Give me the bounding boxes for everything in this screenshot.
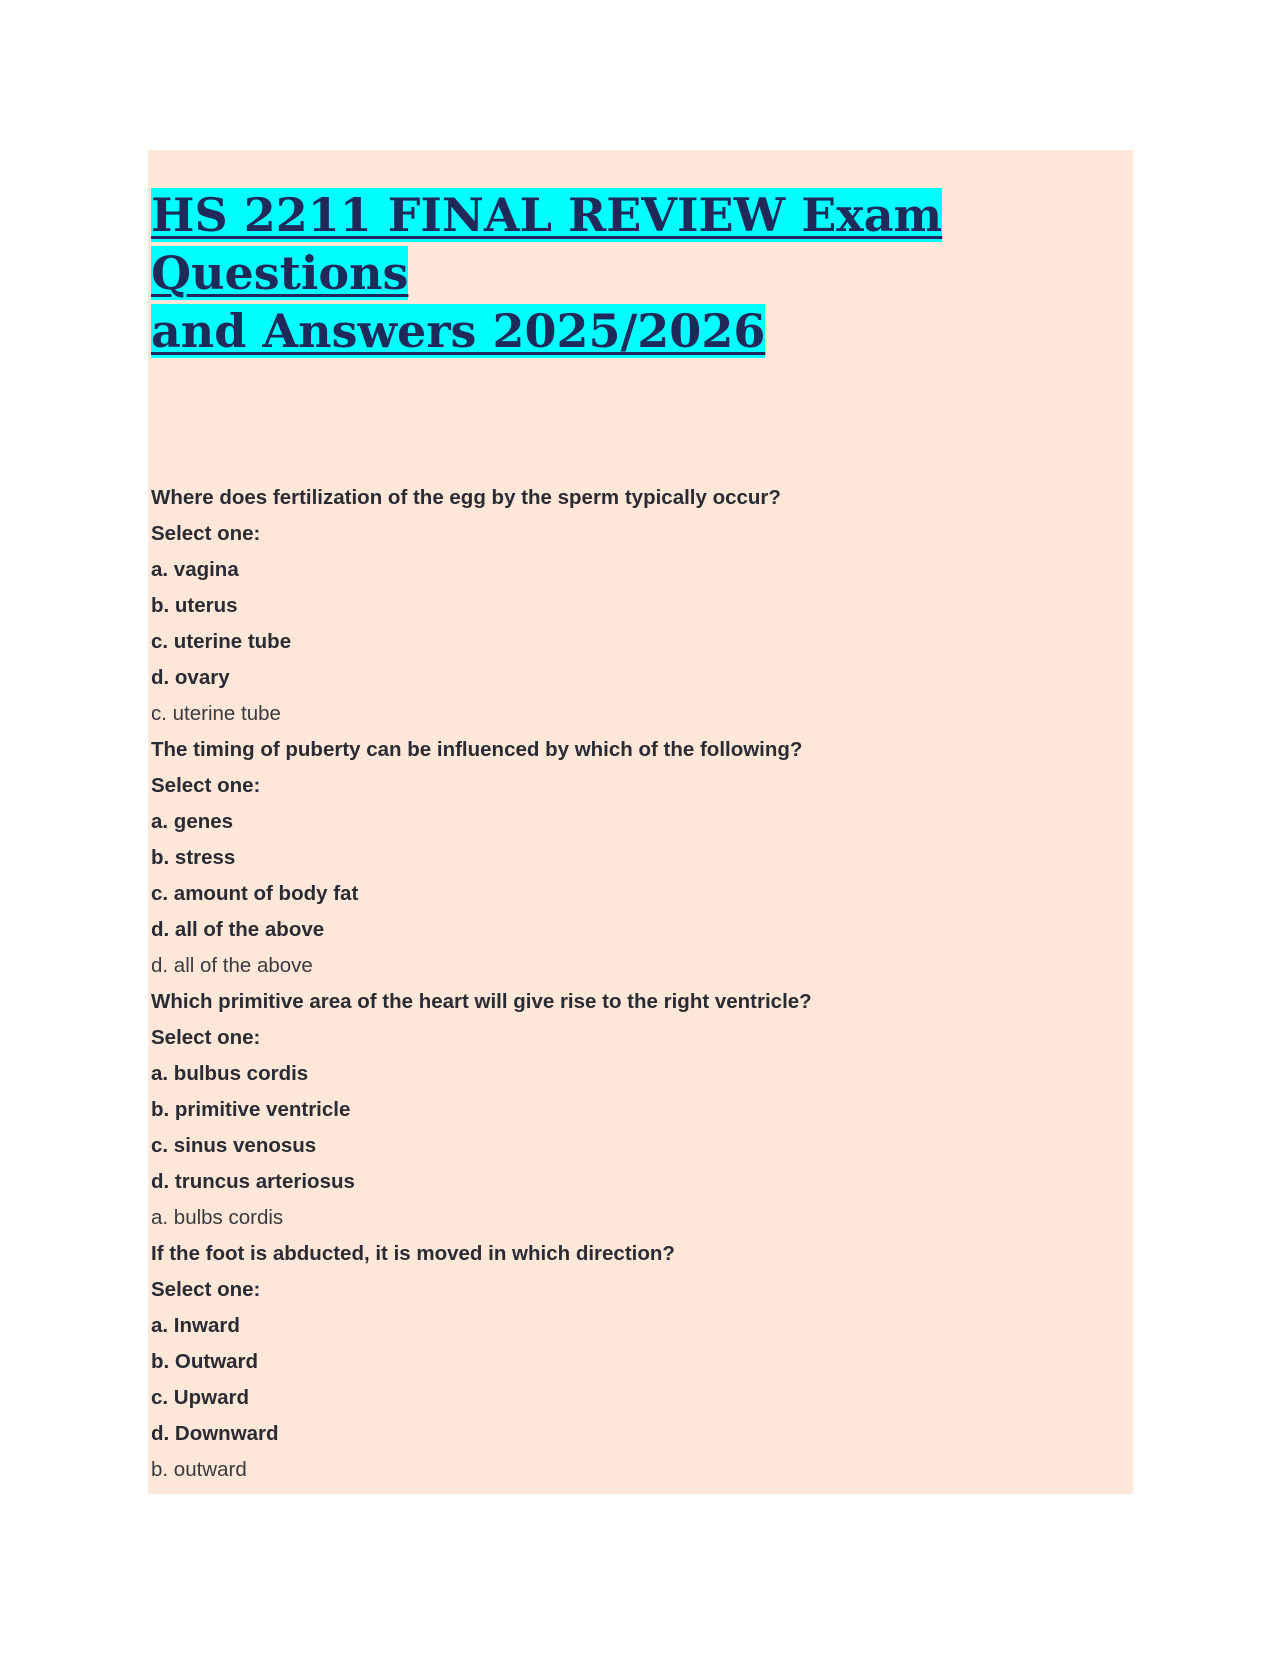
question-answer: d. all of the above [151,954,313,977]
question-option: a. bulbus cordis [151,1062,309,1085]
question-option: a. Inward [151,1314,240,1337]
question-block-2 [151,732,1111,984]
question-block-1 [151,480,1111,732]
question-option: b. primitive ventricle [151,1098,351,1121]
document-title-line-1: HS 2211 FINAL REVIEW Exam Questions [151,188,943,300]
question-block-3 [151,984,1111,1236]
question-option: d. Downward [151,1422,279,1445]
question-option: b. Outward [151,1350,259,1373]
document-page [148,150,1133,1494]
question-answer: b. outward [151,1458,247,1481]
question-prompt: Which primitive area of the heart will give rise to the right ventricle? [151,990,812,1013]
question-block-4 [151,1236,1111,1488]
question-instruction: Select one: [151,522,261,545]
question-answer: a. bulbs cordis [151,1206,284,1229]
question-list [151,480,1111,1488]
question-option: d. all of the above [151,918,325,941]
question-option: c. amount of body fat [151,882,359,905]
question-option: a. vagina [151,558,239,581]
question-instruction: Select one: [151,1278,261,1301]
question-option: d. ovary [151,666,230,689]
question-prompt: If the foot is abducted, it is moved in which direction? [151,1242,675,1265]
question-option: a. genes [151,810,234,833]
question-option: b. stress [151,846,236,869]
question-option: c. uterine tube [151,630,292,653]
question-instruction: Select one: [151,1026,261,1049]
question-prompt: Where does fertilization of the egg by the sperm typically occur? [151,486,781,509]
question-instruction: Select one: [151,774,261,797]
question-prompt: The timing of puberty can be influenced by which of the following? [151,738,803,761]
question-option: d. truncus arteriosus [151,1170,355,1193]
question-option: c. Upward [151,1386,249,1409]
question-option: b. uterus [151,594,238,617]
document-title-line-2: and Answers 2025/2026 [151,304,766,358]
question-option: c. sinus venosus [151,1134,317,1157]
question-answer: c. uterine tube [151,702,281,725]
document-title [151,186,1111,360]
